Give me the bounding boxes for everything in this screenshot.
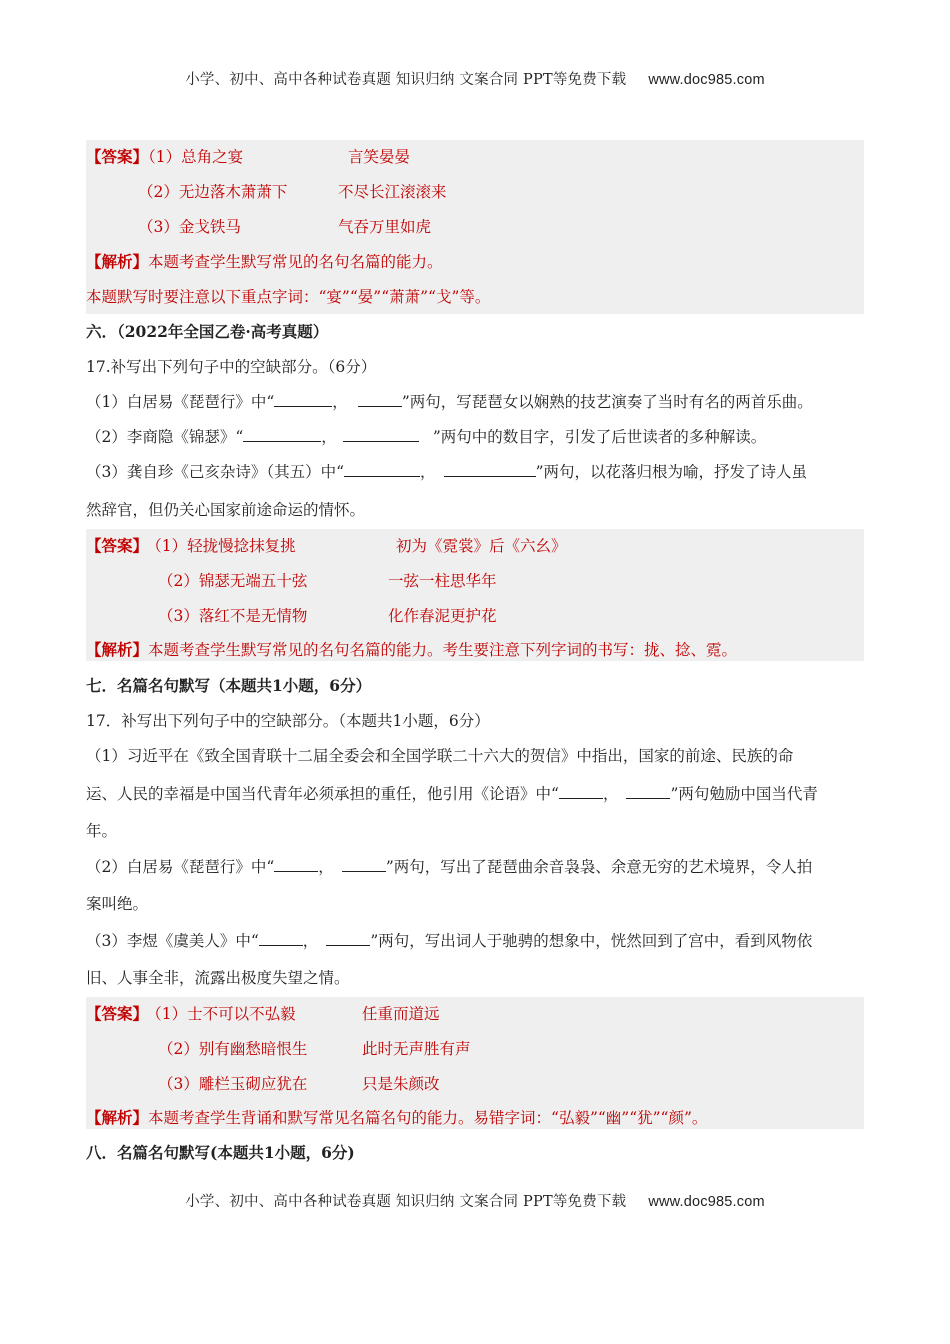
s7-question-1: （1）习近平在《致全国青联十二届全委会和全国学联二十六大的贺信》中指出，国家的前途、民族的命 (86, 747, 794, 765)
q-text: ， (302, 932, 319, 950)
answer-item: （3）落红不是无情物 (158, 607, 308, 625)
s7-question-1-end: 年。 (86, 822, 118, 840)
q-text: 运、人民的幸福是中国当代青年必须承担的重任，他引用《论语》中“ (86, 785, 559, 803)
q-text: ， (318, 858, 334, 876)
page-footer (0, 1190, 950, 1211)
s6-question-1 (86, 391, 864, 413)
blank[interactable] (243, 426, 321, 442)
s6-question-2 (86, 426, 864, 448)
analysis-text: 本题考查学生默写常见的名句名篇的能力。 (148, 253, 443, 271)
answer-row-1 (86, 146, 411, 168)
answer-row-2 (138, 181, 447, 203)
answer-item: 不尽长江滚滚来 (338, 183, 447, 201)
footer-text: 小学、初中、高中各种试卷真题 知识归纳 文案合同 PPT等免费下载 (185, 1194, 627, 1210)
analysis-label: 【解析】 (86, 252, 149, 271)
q-text: ， (332, 393, 348, 411)
section-6-stem: 17.补写出下列句子中的空缺部分。（6分） (86, 358, 377, 376)
analysis-label: 【解析】 (86, 1108, 149, 1127)
analysis-row-2 (86, 286, 490, 308)
section-7-stem: 17．补写出下列句子中的空缺部分。（本题共1小题，6分） (86, 712, 490, 730)
q-text: ， (321, 428, 337, 446)
section-7-title: 七．名篇名句默写（本题共1小题，6分） (86, 676, 372, 695)
answer-block-1 (86, 140, 864, 314)
q-text: （3）龚自珍《己亥杂诗》（其五）中“ (86, 463, 345, 481)
answer-row-1 (86, 535, 567, 557)
blank[interactable] (626, 783, 670, 799)
analysis-text: 本题考查学生默写常见的名句名篇的能力。考生要注意下列字词的书写：拢、捻、霓。 (148, 641, 738, 659)
section-6-title: 六．（2022年全国乙卷·高考真题） (86, 322, 329, 341)
blank[interactable] (342, 856, 386, 872)
analysis-text: 本题默写时要注意以下重点字词：“宴”“晏”“萧萧”“戈”等。 (86, 288, 491, 306)
analysis-row (86, 1107, 707, 1129)
answer-label: 【答案】 (86, 1004, 149, 1023)
s7-question-2 (86, 856, 864, 878)
analysis-label: 【解析】 (86, 640, 149, 659)
s7-question-3 (86, 930, 864, 952)
s7-question-2-cont: 案叫绝。 (86, 895, 149, 913)
s6-question-3 (86, 461, 864, 483)
q-text: ”两句勉励中国当代青 (670, 785, 818, 803)
header-url[interactable]: www.doc985.com (648, 72, 765, 88)
q-text: ”两句中的数目字，引发了后世读者的多种解读。 (432, 428, 767, 446)
s7-question-1-cont (86, 783, 864, 805)
blank[interactable] (274, 856, 318, 872)
q-text: ”两句，以花落归根为喻，抒发了诗人虽 (535, 463, 807, 481)
blank[interactable] (343, 426, 419, 442)
answer-item: （1）士不可以不弘毅 (154, 1005, 296, 1023)
q-text: ”两句，写琵琶女以娴熟的技艺演奏了当时有名的两首乐曲。 (401, 393, 813, 411)
answer-label: 【答案】 (86, 147, 149, 166)
answer-item: 任重而道远 (362, 1005, 440, 1023)
answer-row-3 (138, 216, 432, 238)
answer-label: 【答案】 (86, 536, 149, 555)
q-text: （2）李商隐《锦瑟》“ (86, 428, 244, 446)
q-text: （1）白居易《琵琶行》中“ (86, 393, 275, 411)
answer-item: 此时无声胜有声 (362, 1040, 471, 1058)
q-text: ， (602, 785, 619, 803)
q-text: ”两句，写出了琵琶曲余音袅袅、余意无穷的艺术境界，令人拍 (385, 858, 813, 876)
blank[interactable] (559, 783, 603, 799)
answer-row-3 (158, 1073, 440, 1095)
answer-item: （1）总角之宴 (148, 148, 244, 166)
answer-block-2 (86, 529, 864, 661)
answer-row-2 (158, 570, 497, 592)
answer-item: 一弦一柱思华年 (388, 572, 497, 590)
blank[interactable] (344, 461, 420, 477)
q-text: （3）李煜《虞美人》中“ (86, 932, 259, 950)
q-text: ”两句，写出词人于驰骋的想象中，恍然回到了宫中，看到风物依 (370, 932, 813, 950)
answer-item: 只是朱颜改 (362, 1075, 440, 1093)
footer-url[interactable]: www.doc985.com (648, 1194, 765, 1210)
answer-item: （3）雕栏玉砌应犹在 (158, 1075, 308, 1093)
s7-question-3-cont: 旧、人事全非，流露出极度失望之情。 (86, 969, 350, 987)
blank[interactable] (326, 930, 370, 946)
q-text: ， (420, 463, 436, 481)
answer-item: 化作春泥更护花 (388, 607, 497, 625)
answer-block-3 (86, 997, 864, 1129)
header-text: 小学、初中、高中各种试卷真题 知识归纳 文案合同 PPT等免费下载 (185, 72, 627, 88)
answer-item: 初为《霓裳》后《六幺》 (396, 537, 567, 555)
section-8-title: 八．名篇名句默写(本题共1小题，6分) (86, 1143, 355, 1162)
s6-question-3-cont: 然辞官，但仍关心国家前途命运的情怀。 (86, 501, 366, 519)
analysis-row (86, 251, 443, 273)
answer-item: 气吞万里如虎 (338, 218, 432, 236)
answer-row-2 (158, 1038, 471, 1060)
answer-item: （2）无边落木萧萧下 (138, 183, 288, 201)
blank[interactable] (358, 391, 402, 407)
answer-item: （1）轻拢慢捻抹复挑 (154, 537, 296, 555)
analysis-text: 本题考查学生背诵和默写常见名篇名句的能力。易错字词：“弘毅”“幽”“犹”“颜”。 (148, 1109, 708, 1127)
q-text: （2）白居易《琵琶行》中“ (86, 858, 275, 876)
analysis-row (86, 639, 737, 661)
blank[interactable] (274, 391, 332, 407)
answer-item: （2）别有幽愁暗恨生 (158, 1040, 308, 1058)
answer-item: （3）金戈铁马 (138, 218, 241, 236)
blank[interactable] (259, 930, 303, 946)
answer-row-3 (158, 605, 497, 627)
blank[interactable] (444, 461, 536, 477)
answer-row-1 (86, 1003, 440, 1025)
page-header (0, 68, 950, 89)
answer-item: 言笑晏晏 (348, 148, 411, 166)
answer-item: （2）锦瑟无端五十弦 (158, 572, 308, 590)
